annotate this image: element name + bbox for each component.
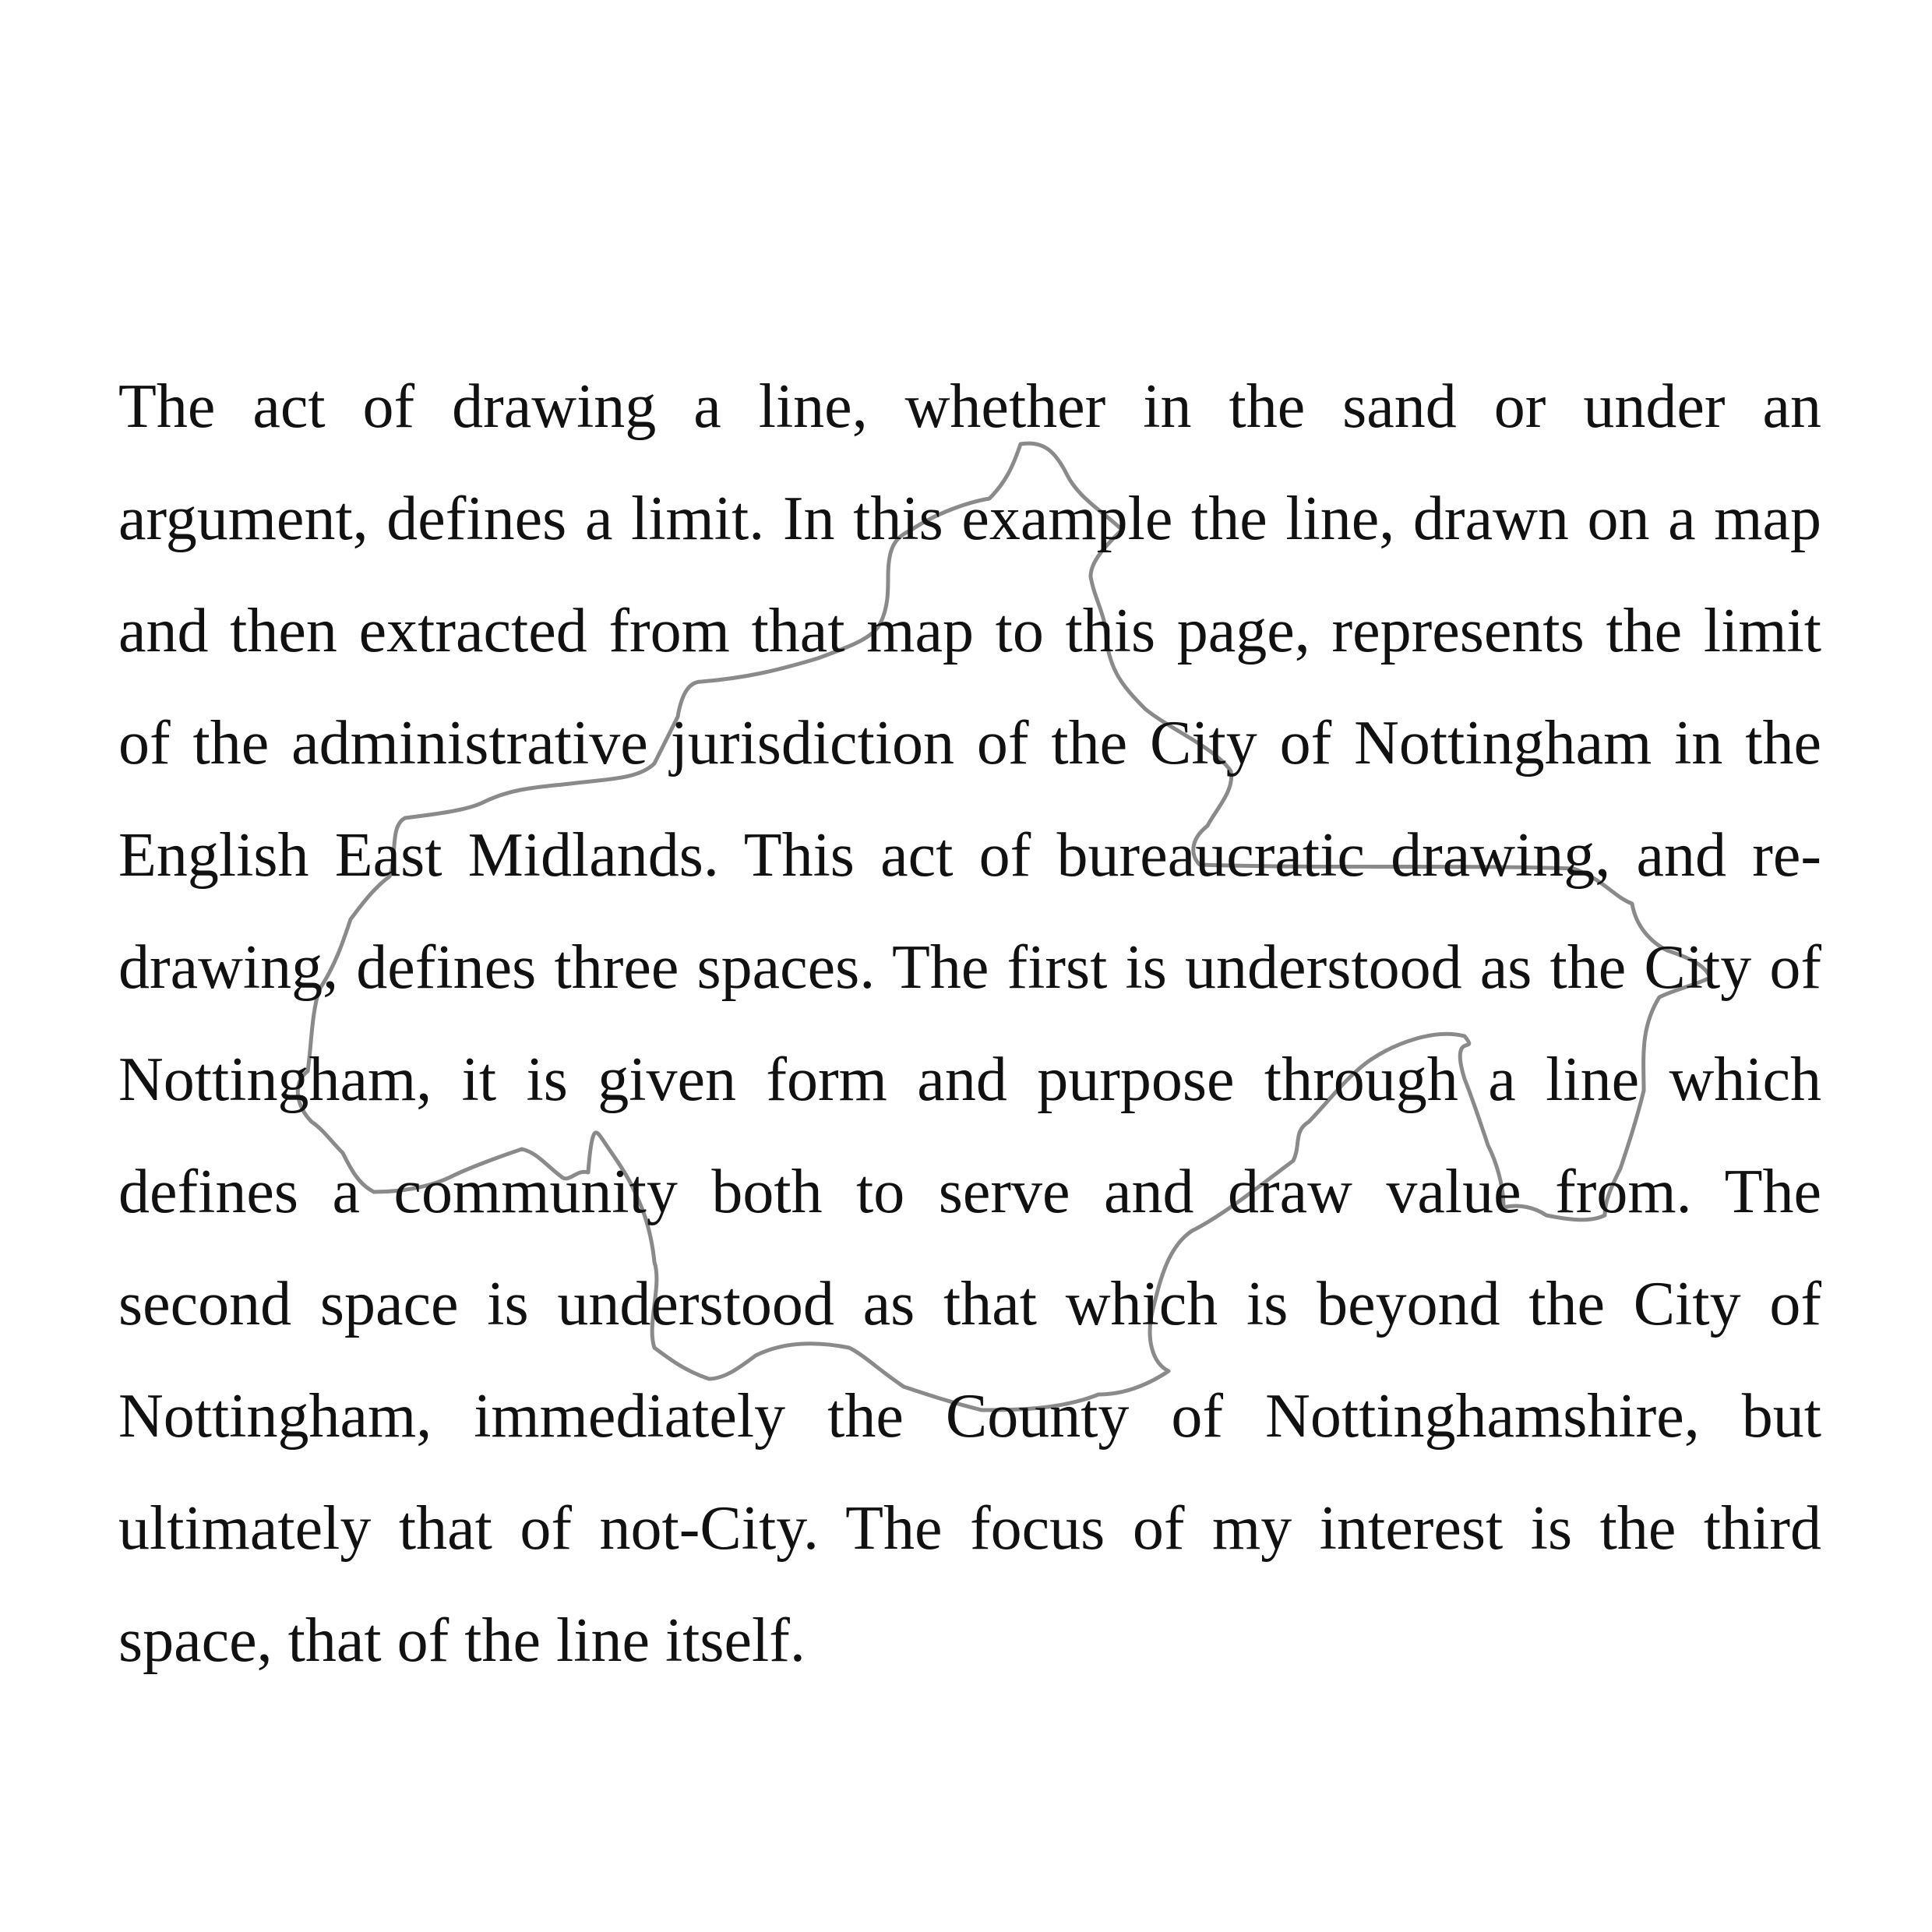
body-paragraph: The act of drawing a line, whether in the sand or under an argument, defines a limit. In this example the line, drawn on a map and then extracted from that map to this page, represents the limit of the administrative jurisdiction of the City of Nottingham in the English East Midlands. This act of bureaucratic drawing, and re-drawing, defines three spaces. The first is understood as the City of Nottingham, it is given form and purpose through a line which defines a community both to serve and draw value from. The second space is understood as that which is beyond the City of Nottingham, immediately the County of Nottinghamshire, but ultimately that of not-City. The focus of my interest is the third space, that of the line itself.	[118, 372, 1821, 1675]
